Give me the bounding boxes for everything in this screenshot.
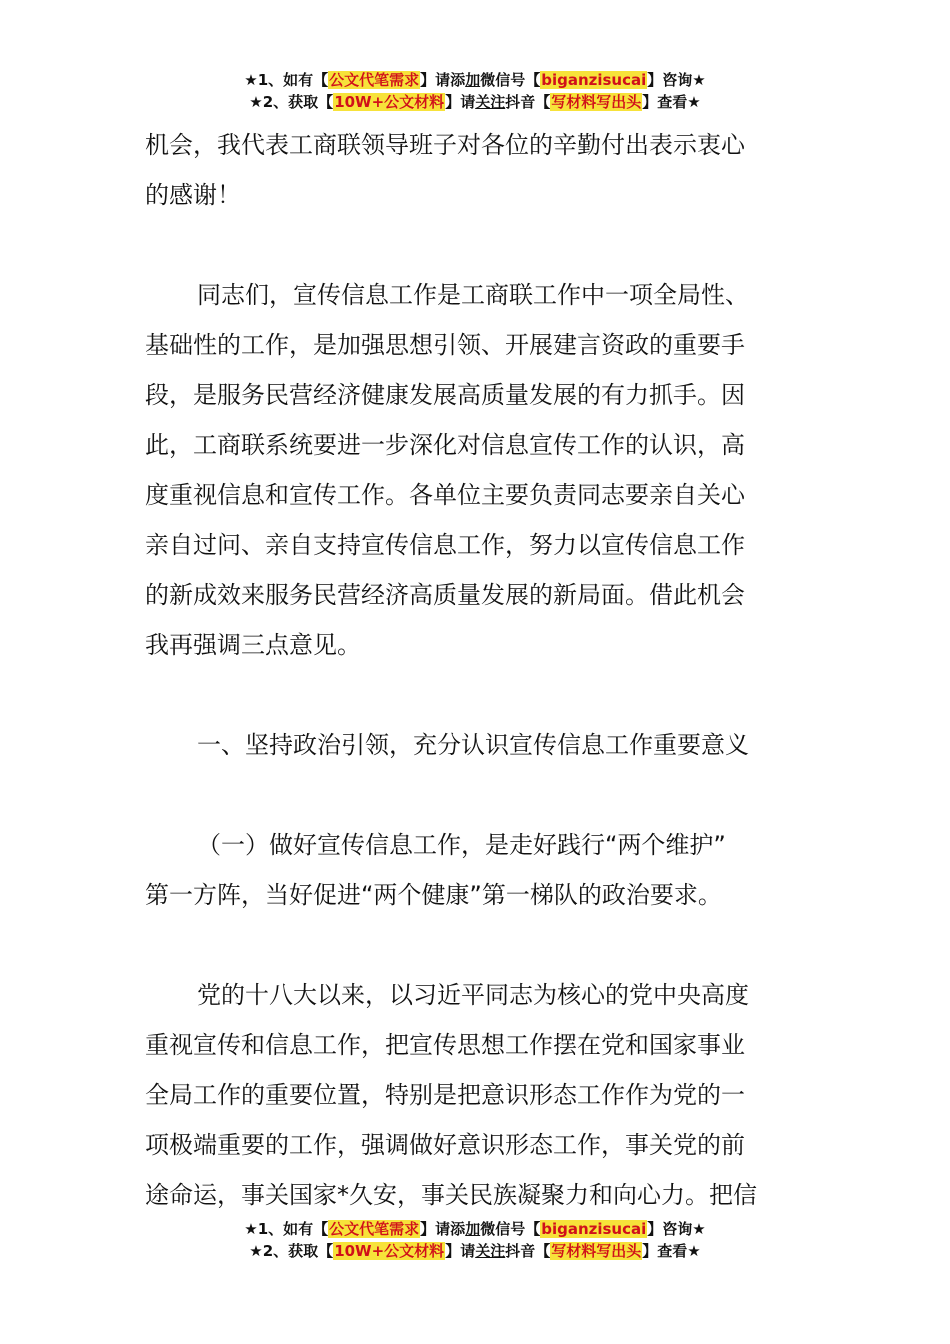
paragraph-party	[145, 970, 807, 1220]
banner-text: 】请	[445, 1242, 476, 1260]
banner-underlined-text: 加	[465, 1220, 481, 1238]
paragraph-gap	[145, 920, 807, 970]
paragraph-continuation	[145, 120, 807, 220]
text-line: 重视宣传和信息工作，把宣传思想工作摆在党和国家事业	[145, 1031, 745, 1059]
banner-text: ★1、如有【	[244, 1220, 329, 1238]
paragraph-gap	[145, 770, 807, 820]
text-line: 基础性的工作，是加强思想引领、开展建言资政的重要手	[145, 331, 745, 359]
banner-text: 微信号【	[480, 1220, 541, 1238]
text-line: 段，是服务民营经济健康发展高质量发展的有力抓手。因	[145, 381, 745, 409]
highlight-service: 公文代笔需求	[329, 1220, 420, 1238]
heading-line: 一、坚持政治引领，充分认识宣传信息工作重要意义	[197, 731, 749, 759]
highlight-service: 公文代笔需求	[329, 71, 420, 89]
banner-text: 抖音【	[505, 1242, 551, 1260]
banner-line-2	[0, 1240, 950, 1262]
banner-underlined-text: 关注	[475, 93, 506, 111]
banner-text: 】查看★	[642, 1242, 701, 1260]
highlight-wechat-id: biganzisucai	[541, 1220, 647, 1238]
banner-underlined-text: 加	[465, 71, 481, 89]
banner-text: 】咨询★	[647, 1220, 706, 1238]
text-line: 此，工商联系统要进一步深化对信息宣传工作的认识，高	[145, 431, 745, 459]
banner-text: 微信号【	[480, 71, 541, 89]
highlight-douyin: 写材料写出头	[551, 93, 642, 111]
highlight-materials: 10W+公文材料	[334, 93, 445, 111]
banner-text: 】咨询★	[647, 71, 706, 89]
paragraph-importance	[145, 270, 807, 670]
banner-text: 】查看★	[642, 93, 701, 111]
text-line: 第一方阵，当好促进“两个健康”第一梯队的政治要求。	[145, 881, 722, 909]
text-line: 亲自过问、亲自支持宣传信息工作，努力以宣传信息工作	[145, 531, 745, 559]
subheading-paragraph	[145, 820, 807, 920]
highlight-wechat-id: biganzisucai	[541, 71, 647, 89]
text-line: 项极端重要的工作，强调做好意识形态工作，事关党的前	[145, 1131, 745, 1159]
text-line: 途命运，事关国家*久安，事关民族凝聚力和向心力。把信	[145, 1181, 757, 1209]
banner-line-1	[0, 1218, 950, 1240]
bottom-banner	[0, 1218, 950, 1262]
paragraph-gap	[145, 220, 807, 270]
banner-line-1	[0, 69, 950, 91]
text-line: 我再强调三点意见。	[145, 631, 361, 659]
banner-line-2	[0, 91, 950, 113]
text-line: 度重视信息和宣传工作。各单位主要负责同志要亲自关心	[145, 481, 745, 509]
text-line: 机会，我代表工商联领导班子对各位的辛勤付出表示衷心	[145, 131, 745, 159]
banner-text: ★2、获取【	[249, 1242, 334, 1260]
section-heading	[145, 720, 807, 770]
text-line: 党的十八大以来，以习近平同志为核心的党中央高度	[197, 981, 749, 1009]
banner-text: 】请添	[420, 71, 466, 89]
banner-underlined-text: 关注	[475, 1242, 506, 1260]
banner-text: 抖音【	[505, 93, 551, 111]
highlight-materials: 10W+公文材料	[334, 1242, 445, 1260]
top-banner	[0, 69, 950, 113]
text-line: 的新成效来服务民营经济高质量发展的新局面。借此机会	[145, 581, 745, 609]
banner-text: 】请添	[420, 1220, 466, 1238]
text-line: 的感谢！	[145, 181, 241, 209]
text-line: 同志们，宣传信息工作是工商联工作中一项全局性、	[197, 281, 749, 309]
document-body	[145, 120, 807, 1220]
banner-text: 】请	[445, 93, 476, 111]
paragraph-gap	[145, 670, 807, 720]
text-line: （一）做好宣传信息工作，是走好践行“两个维护”	[197, 831, 726, 859]
highlight-douyin: 写材料写出头	[551, 1242, 642, 1260]
banner-text: ★1、如有【	[244, 71, 329, 89]
text-line: 全局工作的重要位置，特别是把意识形态工作作为党的一	[145, 1081, 745, 1109]
banner-text: ★2、获取【	[249, 93, 334, 111]
